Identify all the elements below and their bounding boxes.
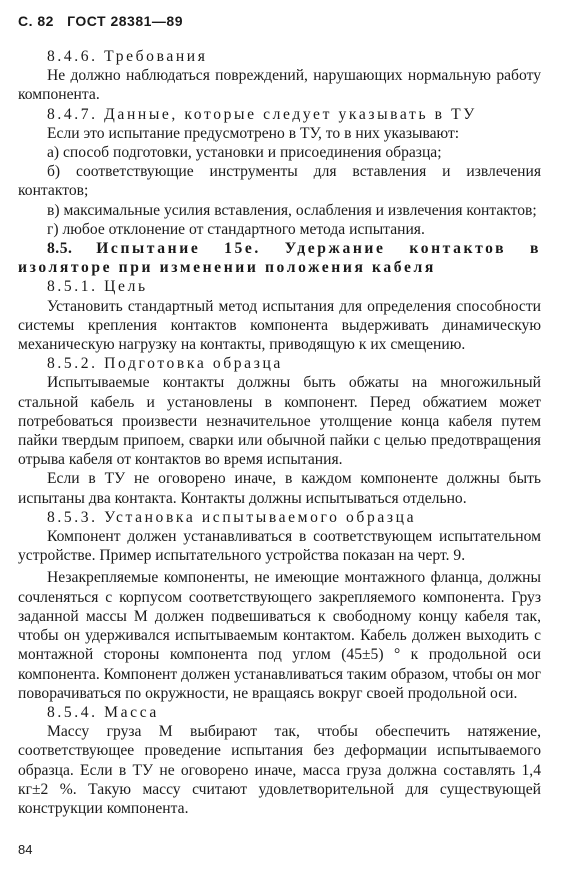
list-item: б) соответствующие инструменты для вставления и извлечения контактов; — [18, 163, 541, 200]
page-footer-number: 84 — [18, 842, 33, 857]
paragraph: Не должно наблюдаться повреждений, нарушающих нормальную работу компонента. — [18, 67, 541, 104]
section-heading-8-4-7: 8.4.7. Данные, которые следует указывать в ТУ — [47, 105, 477, 123]
section-heading-8-4-6: 8.4.6. Требования — [47, 48, 208, 65]
list-item: г) любое отклонение от стандартного метода испытания. — [47, 220, 425, 238]
section-heading-8-5-1: 8.5.1. Цель — [47, 278, 148, 296]
list-item: в) максимальные усилия вставления, ослабления и извлечения контактов; — [47, 201, 537, 219]
section-heading-8-5 — [18, 239, 541, 277]
page-header: С. 82 ГОСТ 28381—89 — [18, 13, 183, 29]
section-number: 8.5. — [47, 240, 73, 258]
document-body — [18, 47, 541, 818]
section-heading-8-5-2: 8.5.2. Подготовка образца — [47, 355, 283, 373]
paragraph: Установить стандартный метод испытания для определения способности системы крепления контактов компонента выдерживать динамическую механическую нагрузку на контакты, приводящую к их смещению. — [18, 297, 541, 354]
section-heading-8-5-4: 8.5.4. Масса — [47, 703, 159, 721]
list-item: а) способ подготовки, установки и присоединения образца; — [47, 144, 442, 162]
paragraph: Испытываемые контакты должны быть обжаты на многожильный стальной кабель и установлены в компонент. Перед обжатием может потребоваться произвести незначительное утолщение конца кабеля путем пайки твердым припоем, сварки или обычной пайки с целью предотвращения отрыва кабеля от контактов во время испытания. — [18, 374, 541, 469]
paragraph: Если в ТУ не оговорено иначе, в каждом компоненте должны быть испытаны два контакта. Контакты должны испытываться отдельно. — [18, 470, 541, 507]
paragraph: Компонент должен устанавливаться в соответствующем испытательном устройстве. Пример испытательного устройства показан на черт. 9. — [18, 528, 541, 565]
paragraph: Незакрепляемые компоненты, не имеющие монтажного фланца, должны сочленяться с корпусом соответствующего закрепляемого компонента. Груз заданной массы М должен подвешиваться к свободному концу кабеля так, чтобы он удерживался испытываемым контактом. Кабель должен выходить с монтажной стороны компонента под углом (45±5) ° к продольной оси компонента. Компонент должен устанавливаться таким образом, чтобы он мог поворачиваться по окружности, не вращаясь вокруг своей продольной оси. — [18, 569, 541, 702]
section-title: Испытание 15е. Удержание контактов в изоляторе при изменении положения кабеля — [18, 240, 541, 277]
paragraph: Если это испытание предусмотрено в ТУ, то в них указывают: — [47, 124, 460, 142]
section-heading-8-5-3: 8.5.3. Установка испытываемого образца — [47, 508, 417, 526]
paragraph: Массу груза М выбирают так, чтобы обеспечить натяжение, соответствующее проведение испытания без деформации испытываемого образца. Если в ТУ не оговорено иначе, масса груза должна составлять 1,4 кг±2 %. Такую массу считают удовлетворительной для существующей конструкции компонента. — [18, 723, 541, 817]
